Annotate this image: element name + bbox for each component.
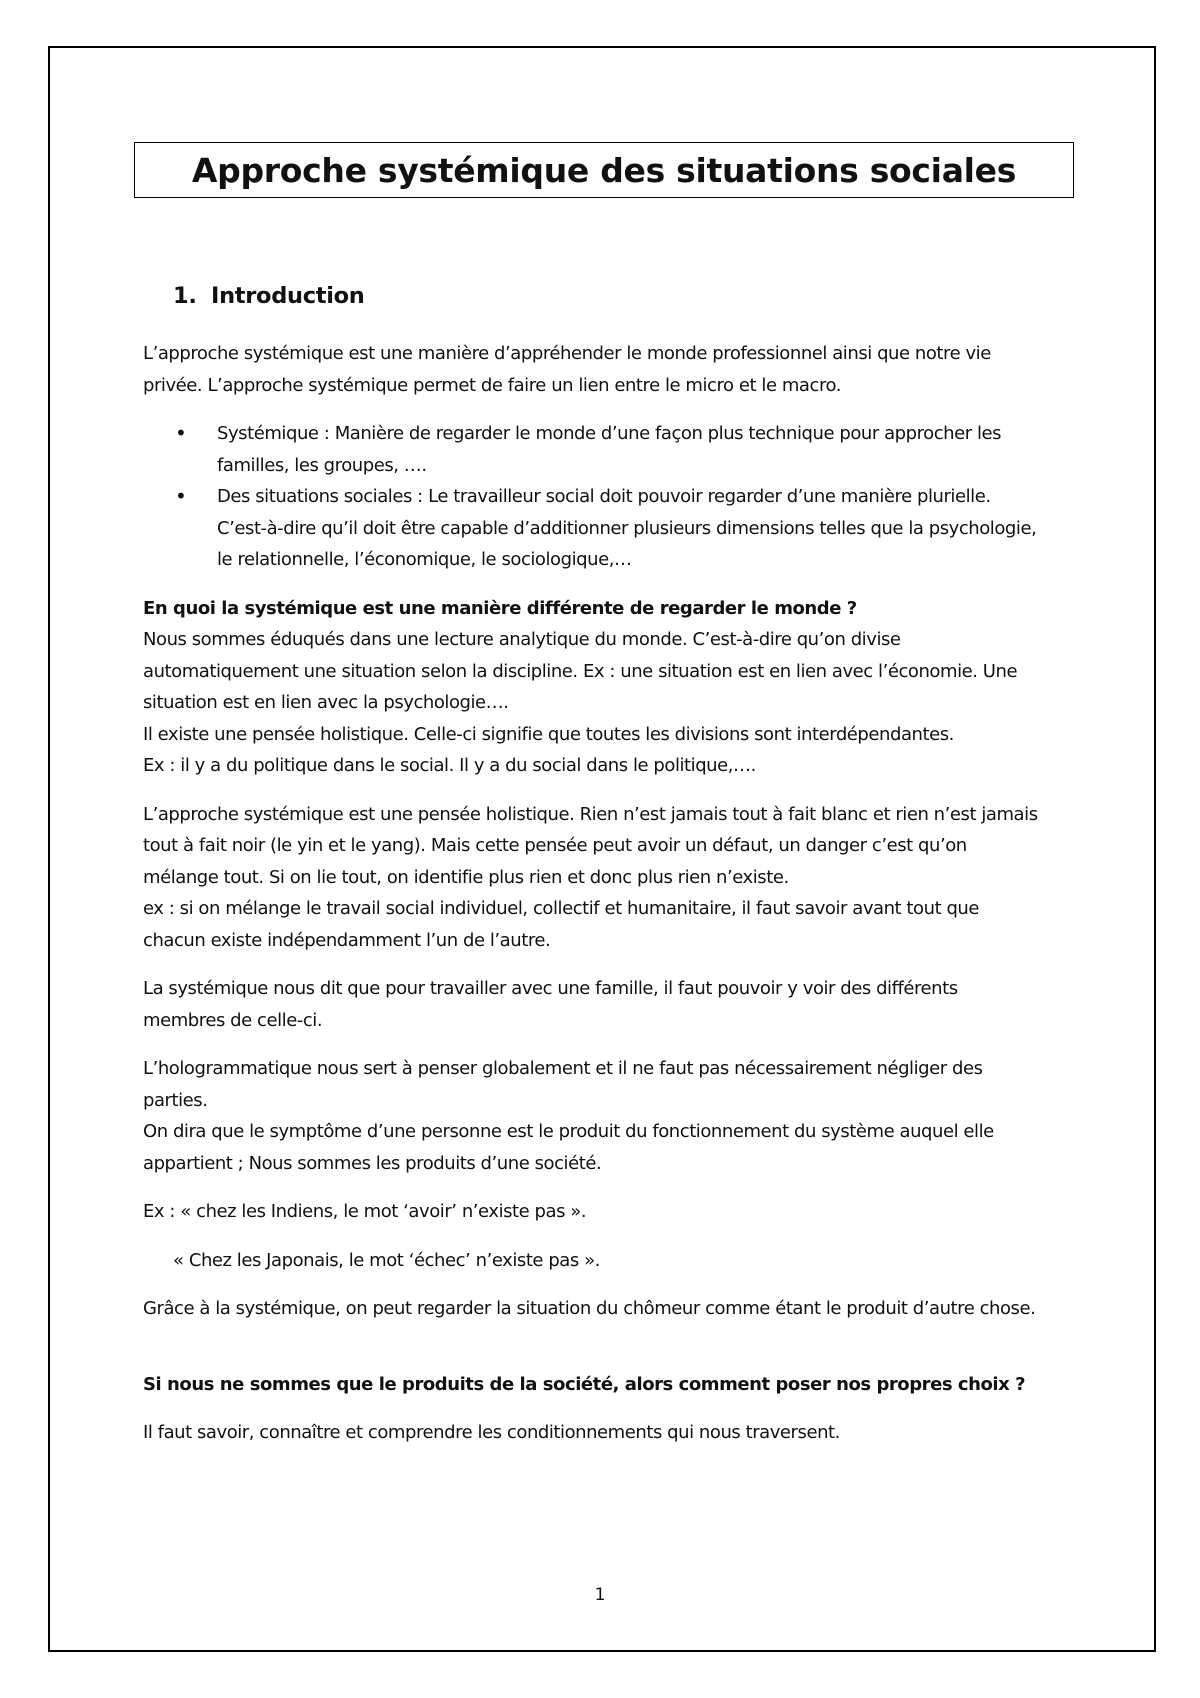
- politics-example: Ex : il y a du politique dans le social. Il y a du social dans le politique,….: [143, 755, 756, 776]
- section-number: 1.: [173, 283, 197, 309]
- family-paragraph: La systémique nous dit que pour travailler avec une famille, il faut pouvoir y voir des différents membres de celle-ci.: [143, 978, 958, 1031]
- example-japanese: « Chez les Japonais, le mot ‘échec’ n’existe pas ».: [173, 1249, 600, 1271]
- symptom-paragraph: On dira que le symptôme d’une personne est le produit du fonctionnement du système auquel elle appartient ; Nous sommes les produits d’une société.: [143, 1121, 994, 1174]
- answer-paragraph: Il faut savoir, connaître et comprendre les conditionnements qui nous traversent.: [143, 1422, 840, 1443]
- title-box: [134, 142, 1074, 198]
- hologram-paragraph: L’hologrammatique nous sert à penser globalement et il ne faut pas nécessairement négliger des parties.: [143, 1058, 983, 1111]
- document-title: Approche systémique des situations sociales: [191, 150, 1017, 190]
- section-heading-introduction: [173, 274, 1043, 318]
- bullet-text: Des situations sociales : Le travailleur social doit pouvoir regarder d’une manière plurielle. C’est-à-dire qu’il doit être capable d’additionner plusieurs dimensions telles que la psychologie, le relationnelle, l’économique, le sociologique,…: [217, 486, 1037, 570]
- holistic-paragraph: L’approche systémique est une pensée holistique. Rien n’est jamais tout à fait blanc et rien n’est jamais tout à fait noir (le yin et le yang). Mais cette pensée peut avoir un défaut, un danger c’est qu’on mélange tout. Si on lie tout, on identifie plus rien et donc plus rien n’existe.: [143, 803, 1038, 888]
- chomeur-paragraph: Grâce à la systémique, on peut regarder la situation du chômeur comme étant le produit d’autre chose.: [143, 1298, 1036, 1319]
- analytic-paragraph: Nous sommes éduqués dans une lecture analytique du monde. C’est-à-dire qu’on divise automatiquement une situation selon la discipline. Ex : une situation est en lien avec l’économie. Une situation est en lien avec la psychologie….: [143, 629, 1018, 713]
- page-number: 1: [594, 1585, 606, 1605]
- bullet-item: [175, 481, 1043, 576]
- document-body: [143, 274, 1043, 1466]
- bullet-dot-icon: •: [175, 484, 187, 508]
- example-indians: Ex : « chez les Indiens, le mot ‘avoir’ n’existe pas ».: [143, 1201, 587, 1222]
- holistic-definition: Il existe une pensée holistique. Celle-ci signifie que toutes les divisions sont interdépendantes.: [143, 723, 954, 745]
- bullet-item: [175, 418, 1043, 481]
- bullet-dot-icon: •: [175, 421, 187, 445]
- bullet-text: Systémique : Manière de regarder le monde d’une façon plus technique pour approcher les familles, les groupes, ….: [217, 423, 1002, 476]
- intro-paragraph: L’approche systémique est une manière d’appréhender le monde professionnel ainsi que notre vie privée. L’approche systémique permet de faire un lien entre le micro et le macro.: [143, 343, 991, 396]
- question-heading-1: En quoi la systémique est une manière différente de regarder le monde ?: [143, 597, 857, 619]
- bullet-list: [143, 418, 1043, 576]
- question-heading-2: Si nous ne sommes que le produits de la société, alors comment poser nos propres choix ?: [143, 1373, 1026, 1395]
- holistic-example: ex : si on mélange le travail social individuel, collectif et humanitaire, il faut savoir avant tout que chacun existe indépendamment l’un de l’autre.: [143, 898, 980, 951]
- section-title: Introduction: [211, 283, 365, 309]
